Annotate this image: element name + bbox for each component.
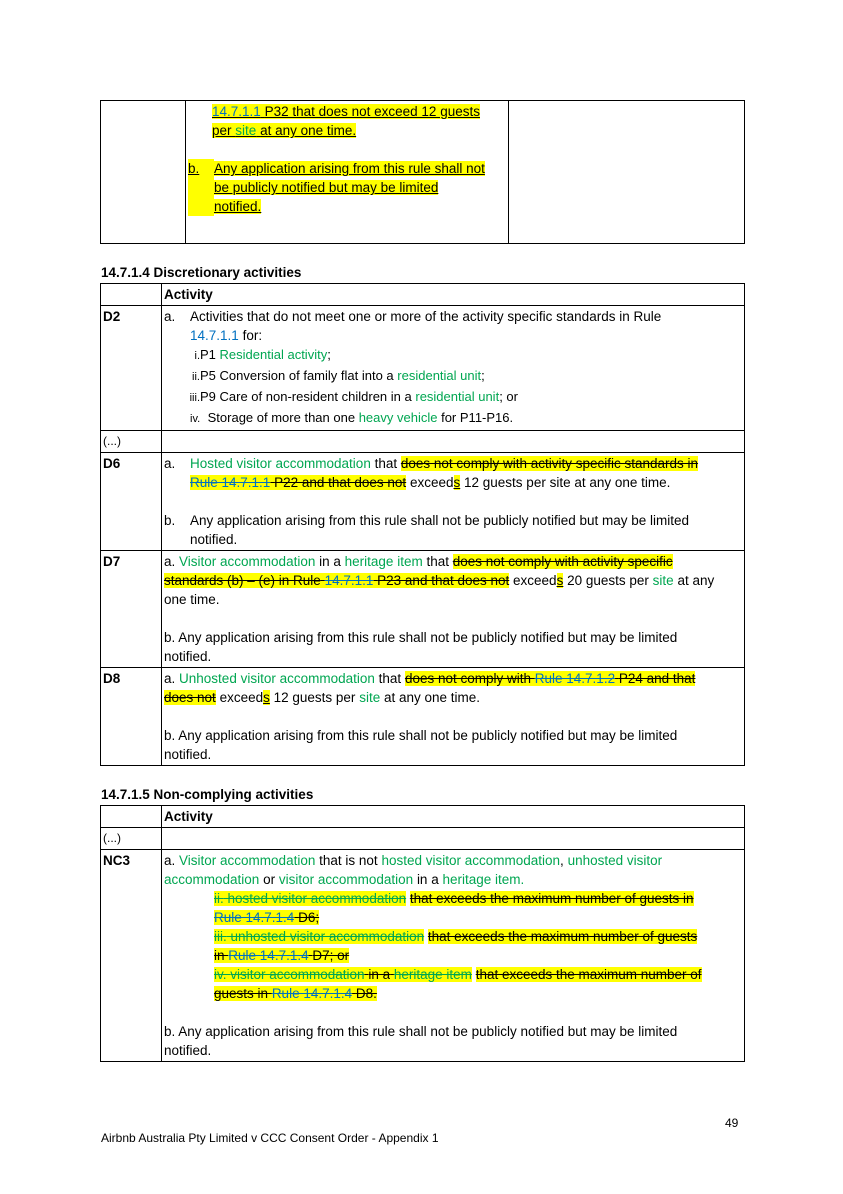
defined-term-link: Residential activity	[219, 347, 328, 362]
row-code: D7	[101, 551, 162, 668]
deleted-rule-ref: Rule 14.7.1.4	[228, 948, 309, 963]
deleted-rule-ref: 14.7.1.1	[324, 573, 374, 588]
deleted-label: ii.	[214, 891, 224, 906]
defined-term-link: Unhosted visitor accommodation	[179, 671, 375, 686]
top-b-line3: notified.	[214, 199, 262, 214]
rule-ref: 14.7.1.1	[190, 328, 239, 343]
item-label: a.	[164, 309, 176, 324]
defined-term-link: unhosted visitor	[567, 853, 663, 868]
nc3-in: in a	[416, 872, 439, 887]
table-row	[101, 850, 745, 1062]
top-table	[100, 100, 745, 244]
defined-term-link: heritage item.	[442, 872, 525, 887]
d7-that: that	[426, 554, 449, 569]
deleted-text: does not comply with activity specific standards in	[400, 456, 699, 471]
deleted-term: unhosted visitor accommodation	[230, 929, 425, 944]
defined-term-link: Visitor accommodation	[179, 554, 316, 569]
nc3-that-is: that is	[319, 853, 356, 868]
nc3-comma: ,	[560, 853, 564, 868]
inserted-text: s	[453, 475, 461, 490]
row-code: (...)	[101, 828, 162, 850]
defined-term-link: heritage item	[344, 554, 423, 569]
d7-b-line1: b. Any application arising from this rule shall not be publicly notified but may be limited	[164, 630, 678, 645]
deleted-text: P22 and that does not	[274, 475, 407, 490]
deleted-rule-ref: Rule 14.7.1.4	[214, 910, 295, 925]
deleted-text: guests in	[214, 986, 269, 1001]
row-activity	[162, 453, 745, 551]
footer-text: Airbnb Australia Pty Limited v CCC Consent Order - Appendix 1	[101, 1131, 439, 1145]
row-activity	[162, 850, 745, 1062]
row-code: NC3	[101, 850, 162, 1062]
deleted-text: that exceeds the maximum number of guests in	[409, 891, 694, 906]
d8-end: at any one time.	[383, 690, 481, 705]
discretionary-heading: 14.7.1.4 Discretionary activities	[101, 265, 302, 280]
top-b-line2: be publicly notified but may be limited	[214, 180, 439, 195]
roman-label: i.	[194, 350, 200, 362]
deleted-text: P24 and that	[618, 671, 696, 686]
d6-end: 12 guests per site at any one time.	[464, 475, 671, 490]
deleted-text: D7; or	[312, 948, 350, 963]
row-activity	[162, 431, 745, 453]
deleted-rule-ref: Rule 14.7.1.1	[190, 475, 271, 490]
top-table-col2	[186, 101, 509, 244]
roman-label: iii.	[189, 392, 200, 404]
table-row	[101, 453, 745, 551]
row-activity	[162, 551, 745, 668]
site-link: site	[235, 123, 257, 138]
noncomplying-heading: 14.7.1.5 Non-complying activities	[101, 787, 314, 802]
table-row	[101, 668, 745, 766]
row-activity	[162, 306, 745, 431]
d2-iii: P9 Care of non-resident children in a	[200, 389, 412, 404]
deleted-text: that exceeds the maximum number of	[475, 967, 702, 982]
item-label: a.	[164, 554, 176, 569]
table-row	[101, 431, 745, 453]
d7-mid: 20 guests per	[567, 573, 649, 588]
row-code: D6	[101, 453, 162, 551]
d8-exceed: exceed	[219, 690, 264, 705]
d2-ii-end: ;	[481, 368, 485, 383]
top-table-col3	[509, 101, 745, 244]
deleted-rule-ref: Rule 14.7.1.2	[534, 671, 616, 686]
deleted-term: visitor accommodation	[230, 967, 365, 982]
header-code-cell	[101, 806, 162, 828]
d7-in: in a	[319, 554, 341, 569]
deleted-text: standards (b) – (e) in Rule	[164, 573, 321, 588]
site-link: site	[652, 573, 674, 588]
deleted-text: in a	[368, 967, 391, 982]
top-table-col1	[101, 101, 186, 244]
noncomplying-table	[100, 805, 745, 1062]
item-label: a.	[164, 853, 176, 868]
top-line1: P32 that does not exceed 12 guests	[264, 104, 480, 119]
row-code: D2	[101, 306, 162, 431]
deleted-rule-ref: Rule 14.7.1.4	[271, 986, 353, 1001]
d8-b-line1: b. Any application arising from this rule shall not be publicly notified but may be limited	[164, 728, 678, 743]
deleted-label: iv.	[214, 967, 227, 982]
defined-term-link: Hosted visitor accommodation	[190, 456, 371, 471]
table-row	[101, 828, 745, 850]
inserted-text: s	[263, 690, 270, 705]
d7-exceed: exceed	[513, 573, 557, 588]
row-activity	[162, 668, 745, 766]
defined-term-link: residential unit	[397, 368, 482, 383]
d2-iv: Storage of more than one	[207, 410, 356, 425]
d8-that: that	[378, 671, 402, 686]
activity-column-header: Activity	[162, 806, 745, 828]
d6-that: that	[374, 456, 398, 471]
d2-iii-end: ; or	[499, 389, 518, 404]
d2-i: P1	[200, 347, 216, 362]
page-number: 49	[725, 1116, 739, 1130]
defined-term-link: visitor accommodation	[278, 872, 414, 887]
d2-a-text: Activities that do not meet one or more of the activity specific standards in Rule	[190, 309, 662, 324]
deleted-text: D8.	[355, 986, 377, 1001]
row-code: (...)	[101, 431, 162, 453]
site-link: site	[359, 690, 381, 705]
d6-exceed: exceed	[409, 475, 454, 490]
inserted-text: s	[556, 573, 564, 588]
d7-end1: at any	[677, 573, 715, 588]
deleted-text: that exceeds the maximum number of guests	[427, 929, 698, 944]
d8-mid: 12 guests per	[273, 690, 356, 705]
deleted-term: heritage item	[393, 967, 472, 982]
top-b-line1: Any application arising from this rule shall not	[214, 161, 485, 176]
defined-term-link: hosted visitor accommodation	[381, 853, 561, 868]
deleted-text: does not comply with activity specific	[452, 554, 673, 569]
top-line2a: per	[212, 123, 232, 138]
d6-b-line1: Any application arising from this rule shall not be publicly notified but may be limited	[190, 513, 690, 528]
defined-term-link: residential unit	[415, 389, 500, 404]
nc3-b-line2: notified.	[164, 1043, 212, 1058]
deleted-label: iii.	[214, 929, 227, 944]
item-label: a.	[164, 671, 176, 686]
activity-column-header: Activity	[162, 284, 745, 306]
defined-term-link: accommodation	[164, 872, 260, 887]
deleted-term: hosted visitor accommodation	[227, 891, 407, 906]
defined-term-link: Visitor accommodation	[179, 853, 316, 868]
deleted-text: does not comply with	[404, 671, 531, 686]
d6-b-line2: notified.	[190, 532, 238, 547]
defined-term-link: heavy vehicle	[358, 410, 438, 425]
d2-ii: P5 Conversion of family flat into a	[200, 368, 394, 383]
d8-b-line2: notified.	[164, 747, 212, 762]
roman-label: iv.	[190, 413, 201, 425]
d7-b-line2: notified.	[164, 649, 212, 664]
nc3-or: or	[263, 872, 276, 887]
discretionary-table	[100, 283, 745, 766]
row-code: D8	[101, 668, 162, 766]
deleted-text: does not	[164, 690, 216, 705]
deleted-text: P23 and that does not	[377, 573, 510, 588]
item-label: b.	[164, 513, 176, 528]
header-code-cell	[101, 284, 162, 306]
deleted-text: in	[214, 948, 225, 963]
d7-end2: one time.	[164, 592, 220, 607]
d2-i-end: ;	[327, 347, 331, 362]
top-line2b: at any one time.	[260, 123, 357, 138]
row-activity	[162, 828, 745, 850]
rule-ref: 14.7.1.1	[212, 104, 261, 119]
item-label: b.	[188, 159, 214, 216]
d2-for: for:	[242, 328, 263, 343]
nc3-b-line1: b. Any application arising from this rule shall not be publicly notified but may be limited	[164, 1024, 678, 1039]
nc3-not: not	[358, 853, 378, 868]
table-row	[101, 306, 745, 431]
deleted-text: D6;	[298, 910, 320, 925]
roman-label: ii.	[192, 371, 200, 383]
item-label: a.	[164, 456, 176, 471]
table-row	[101, 551, 745, 668]
d2-iv-end: for P11-P16.	[441, 410, 514, 425]
